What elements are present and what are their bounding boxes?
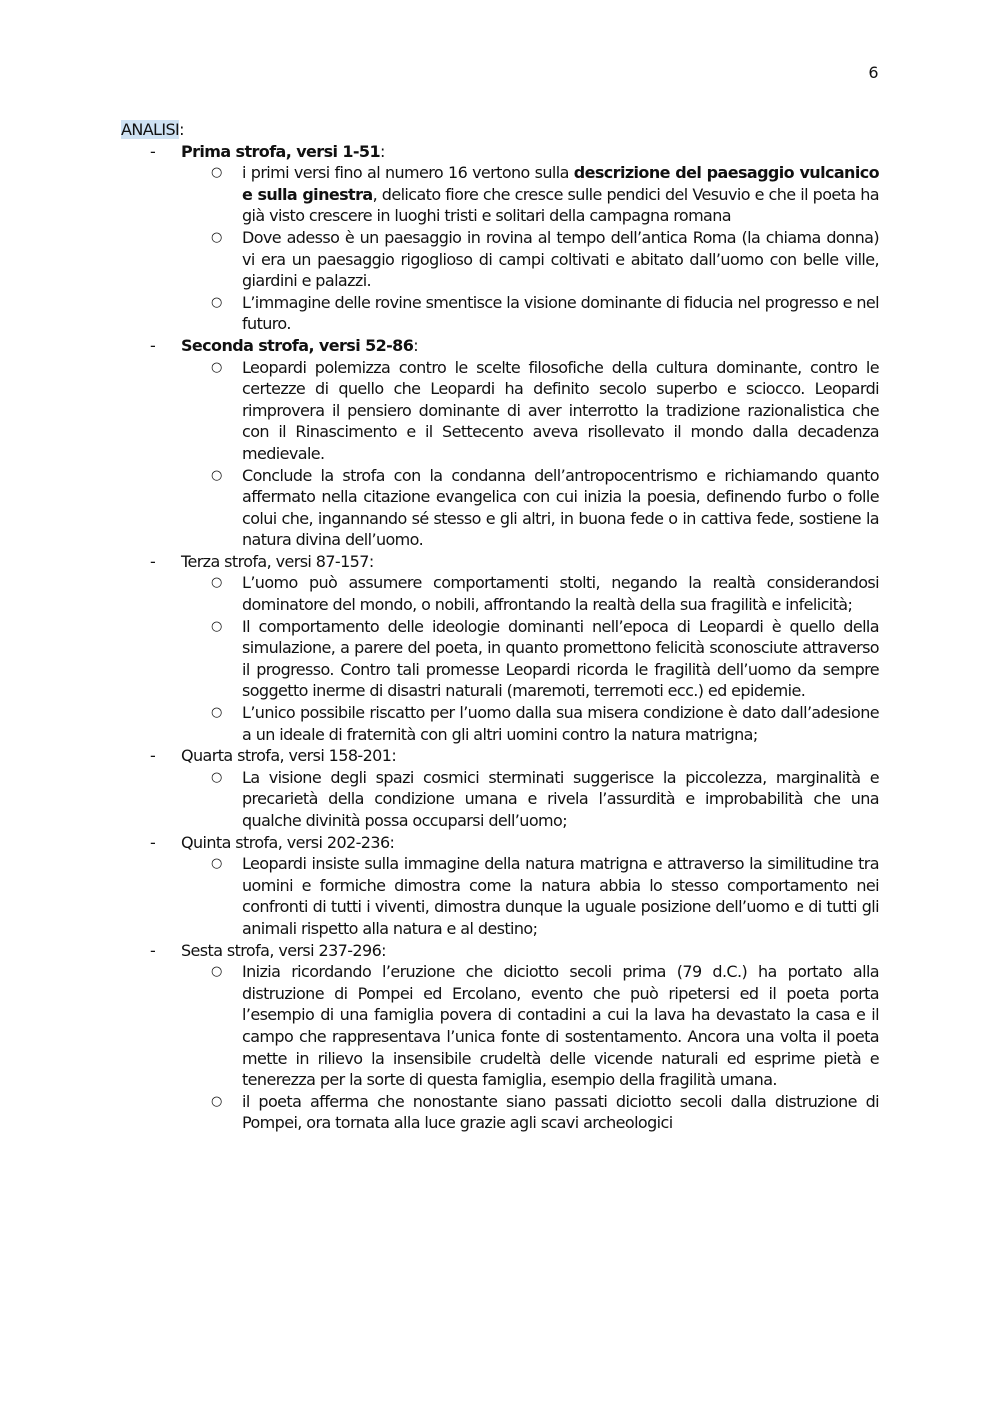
text-run: il poeta afferma che nonostante siano passati diciotto secoli dalla distruzione di Pompei, ora tornata alla luce grazie agli scavi archeologici — [242, 1091, 879, 1133]
analysis-points — [181, 162, 879, 335]
dash-bullet: - — [150, 832, 156, 852]
strophe-item — [121, 141, 879, 335]
dash-bullet: - — [150, 335, 156, 355]
text-run: L’immagine delle rovine smentisce la visione dominante di fiducia nel progresso e nel futuro. — [242, 292, 879, 334]
circle-bullet-icon: ○ — [211, 618, 222, 634]
circle-bullet-icon: ○ — [211, 229, 222, 245]
strophe-title — [181, 746, 396, 765]
strophe-title — [181, 142, 385, 161]
analysis-points — [181, 572, 879, 745]
text-run: Dove adesso è un paesaggio in rovina al tempo dell’antica Roma (la chiama donna) vi era un paesaggio rigoglioso di campi coltivati e abitato dall’uomo con belle ville, giardini e palazzi. — [242, 227, 879, 291]
dash-bullet: - — [150, 746, 156, 766]
strophe-item — [121, 745, 879, 831]
analysis-point — [181, 961, 879, 1091]
strophe-title-rest: Quarta strofa, versi 158-201: — [181, 746, 397, 766]
analysis-point — [181, 767, 879, 832]
text-run: Conclude la strofa con la condanna dell’antropocentrismo e richiamando quanto affermato nella citazione evangelica con cui inizia la poesia, definendo furbo o folle colui che, ingannando sé stesso e gli altri, in buona fede o in cattiva fede, sostiene la natura divina dell’uomo. — [242, 465, 879, 550]
heading-highlight: ANALISI — [121, 120, 180, 139]
circle-bullet-icon: ○ — [211, 1093, 222, 1109]
circle-bullet-icon: ○ — [211, 294, 222, 310]
text-run: L’uomo può assumere comportamenti stolti, negando la realtà considerandosi dominatore del mondo, o nobili, affrontando la realtà della sua fragilità e infelicità; — [242, 573, 879, 615]
analysis-point — [181, 465, 879, 551]
strophe-title-rest: : — [413, 335, 419, 355]
strophe-item — [121, 940, 879, 1134]
analysis-point — [181, 357, 879, 465]
text-run: Il comportamento delle ideologie dominanti nell’epoca di Leopardi è quello della simulazione, a parere del poeta, in quanto promettono felicità sconosciute attraverso il progresso. Contro tali promesse Leopardi ricorda le fragilità dell’uomo da sempre soggetto inerme di disastri naturali (maremoti, terremoti ecc.) ed epidemie. — [242, 616, 879, 701]
bold-text: descrizione del paesaggio vulcanico e sulla ginestra — [242, 163, 879, 204]
circle-bullet-icon: ○ — [211, 359, 222, 375]
strophe-title-rest: Quinta strofa, versi 202-236: — [181, 832, 395, 852]
analysis-point — [181, 616, 879, 702]
document-body — [121, 119, 879, 1134]
text-run: , delicato fiore che cresce sulle pendici del Vesuvio e che il poeta ha già visto crescere in luoghi tristi e solitari della campagna romana — [242, 184, 879, 226]
analysis-points — [181, 767, 879, 832]
strophe-title — [181, 941, 386, 960]
analysis-points — [181, 961, 879, 1134]
strophe-item — [121, 551, 879, 745]
strophe-list — [121, 141, 879, 1134]
heading-suffix: : — [179, 120, 184, 139]
section-heading — [121, 119, 879, 141]
circle-bullet-icon: ○ — [211, 165, 222, 181]
strophe-title — [181, 552, 374, 571]
circle-bullet-icon: ○ — [211, 964, 222, 980]
strophe-title-bold: Seconda strofa, versi 52-86 — [181, 335, 414, 355]
text-run: Inizia ricordando l’eruzione che diciotto secoli prima (79 d.C.) ha portato alla distruzione di Pompei ed Ercolano, evento che può ripetersi ed il poeta porta l’esempio di una famiglia povera di contadini a cui la lava ha devastato la casa e il campo che rappresentava l’unica fonte di sostentamento. Ancora una volta il poeta mette in rilievo la insensibile crudeltà delle vicende naturali ed esprime pietà e tenerezza per la sorte di questa famiglia, esempio della fragilità umana. — [242, 962, 879, 1090]
dash-bullet: - — [150, 940, 156, 960]
analysis-point — [181, 1091, 879, 1134]
circle-bullet-icon: ○ — [211, 856, 222, 872]
circle-bullet-icon: ○ — [211, 575, 222, 591]
text-run: Leopardi polemizza contro le scelte filosofiche della cultura dominante, contro le certezze di quello che Leopardi ha definito secolo superbo e sciocco. Leopardi rimprovera il pensiero dominante di aver interrotto la tradizione razionalistica che con il Rinascimento e il Settecento aveva risollevato il mondo dalla decadenza medievale. — [242, 357, 879, 463]
dash-bullet: - — [150, 141, 156, 161]
text-run: La visione degli spazi cosmici sterminati suggerisce la piccolezza, marginalità e precarietà della condizione umana e rivela l’assurdità e improbabilità che una qualche divinità possa occuparsi dell’uomo; — [242, 767, 879, 830]
strophe-title-rest: : — [380, 141, 385, 161]
analysis-point — [181, 853, 879, 939]
text-run: i primi versi fino al numero 16 vertono sulla — [242, 163, 574, 183]
analysis-point — [181, 162, 879, 227]
analysis-points — [181, 357, 879, 551]
analysis-point — [181, 227, 879, 292]
analysis-point — [181, 292, 879, 335]
strophe-item — [121, 335, 879, 551]
analysis-point — [181, 572, 879, 615]
strophe-title-rest: Sesta strofa, versi 237-296: — [181, 940, 386, 960]
analysis-points — [181, 853, 879, 939]
strophe-title-bold: Prima strofa, versi 1-51 — [181, 141, 380, 161]
strophe-item — [121, 832, 879, 940]
strophe-title — [181, 833, 394, 852]
circle-bullet-icon: ○ — [211, 467, 222, 483]
dash-bullet: - — [150, 551, 156, 571]
analysis-point — [181, 702, 879, 745]
strophe-title-rest: Terza strofa, versi 87-157: — [181, 551, 374, 571]
page-number: 6 — [868, 63, 878, 82]
circle-bullet-icon: ○ — [211, 705, 222, 721]
strophe-title — [181, 336, 418, 355]
text-run: Leopardi insiste sulla immagine della natura matrigna e attraverso la similitudine tra uomini e formiche dimostra come la natura abbia lo stesso comportamento nei confronti di tutti i viventi, dimostra dunque la uguale posizione dell’uomo e di tutti gli animali rispetto alla natura e al destino; — [242, 854, 879, 938]
text-run: L’unico possibile riscatto per l’uomo dalla sua misera condizione è dato dall’adesione a un ideale di fraternità con gli altri uomini contro la natura matrigna; — [242, 703, 879, 744]
circle-bullet-icon: ○ — [211, 769, 222, 785]
